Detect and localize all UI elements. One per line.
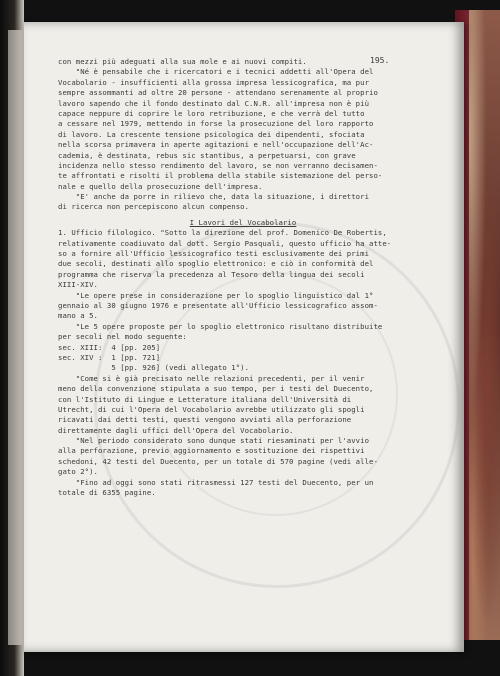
- text-line: te affrontati e risolti il problema della stabile sistemazione del perso-: [58, 171, 383, 181]
- text-line: "E' anche da porre in rilievo che, data la situazione, i direttori: [58, 192, 370, 202]
- text-line: direttamente dagli uffici dell'Opera del Vocabolario.: [58, 425, 294, 435]
- text-line: "Come si è già precisato nelle relazioni precedenti, per il venir: [58, 373, 365, 383]
- text-line: con mezzi più adeguati alla sua mole e ai nuovi compiti.: [58, 57, 307, 66]
- text-line: Vocabolario - insufficienti alla grossa impresa lessicografica, ma pur: [58, 77, 370, 87]
- text-line: ricavati dai detti testi, questi vengono avviati alla perforazione: [58, 415, 352, 425]
- text-line: sempre assommanti ad oltre 20 persone - attendano serenamente al proprio: [58, 88, 378, 98]
- text-line: meno della convenzione stipulata a suo tempo, per i testi del Duecento,: [58, 384, 374, 394]
- text-line: di lavoro. La crescente tensione psicologica dei dipendenti, sfociata: [58, 129, 365, 139]
- text-line: nella scorsa primavera in aperte agitazioni e nell'occupazione dell'Ac-: [58, 140, 374, 150]
- text-line: due secoli, destinati allo spoglio elettronico: e ciò in conformità del: [58, 259, 374, 269]
- paragraph-budget: [58, 57, 428, 213]
- text-line: di ricerca non percepiscono alcun compenso.: [58, 202, 250, 212]
- page-number: 195.: [370, 56, 390, 65]
- text-line: cademia, è destinata, rebus sic stantibus, a perpetuarsi, con grave: [58, 150, 356, 160]
- paragraph-ufficio-filologico: [58, 228, 428, 342]
- text-line: XIII-XIV.: [58, 280, 98, 290]
- text-line: "Fino ad oggi sono stati ritrasmessi 127 testi del Duecento, per un: [58, 477, 374, 487]
- text-line: "Né è pensabile che i ricercatori e i tecnici addetti all'Opera del: [58, 67, 374, 77]
- paragraph-duecento: [58, 374, 428, 499]
- text-line: "Le 5 opere proposte per lo spoglio elettronico risultano distribuite: [58, 321, 383, 331]
- text-line: mano a 5.: [58, 311, 98, 321]
- section-heading: I Lavori del Vocabolario: [189, 217, 297, 227]
- text-line: sec. XIII: 4 [pp. 205]: [58, 342, 161, 352]
- text-line: gato 2°).: [58, 467, 98, 477]
- text-line: 1. Ufficio filologico. "Sotto la direzione del prof. Domenico De Robertis,: [58, 228, 387, 238]
- page-text: [58, 57, 428, 498]
- text-line: programma che riserva la precedenza al Tesoro della lingua dei secoli: [58, 269, 365, 279]
- text-line: so a fornire all'Ufficio lessicografico testi esclusivamente dei primi: [58, 249, 370, 259]
- text-line: "Le opere prese in considerazione per lo spoglio linguistico dal 1°: [58, 290, 374, 300]
- text-line: 5 [pp. 926] (vedi allegato 1°).: [58, 363, 250, 373]
- text-line: lavoro sapendo che il fondo destinato dal C.N.R. all'impresa non è più: [58, 98, 370, 108]
- text-line: "Nel periodo considerato sono dunque stati riesaminati per l'avvio: [58, 436, 370, 446]
- text-line: Utrecht, di cui l'Opera del Vocabolario avrebbe utilizzato gli spogli: [58, 404, 365, 414]
- text-line: nale e quello della prosecuzione dell'impresa.: [58, 181, 263, 191]
- text-line: sec. XIV : 1 [pp. 721]: [58, 352, 161, 362]
- century-tally: [58, 343, 428, 374]
- text-line: gennaio al 30 giugno 1976 e presentate all'Ufficio lessicografico assom-: [58, 300, 378, 310]
- text-line: totale di 6355 pagine.: [58, 488, 156, 498]
- text-line: a cessare nel 1979, mettendo in forse la prosecuzione del loro rapporto: [58, 119, 374, 129]
- text-line: incidenza nello stesso rendimento del lavoro, se non verranno decisamen-: [58, 160, 378, 170]
- text-line: per secoli nel modo seguente:: [58, 332, 187, 342]
- text-line: alla perforazione, previo aggiornamento e sostituzione dei rispettivi: [58, 446, 365, 456]
- text-line: con l'Istituto di Lingue e Letterature italiana dell'Università di: [58, 394, 352, 404]
- text-line: capace neppure di coprire le loro retribuzione, e che verrà del tutto: [58, 108, 365, 118]
- text-line: schedoni, 42 testi del Duecento, per un totale di 570 pagine (vedi alle-: [58, 456, 378, 466]
- text-line: relativamente coadiuvato dal dott. Sergio Pasquali, questo ufficio ha atte-: [58, 238, 392, 248]
